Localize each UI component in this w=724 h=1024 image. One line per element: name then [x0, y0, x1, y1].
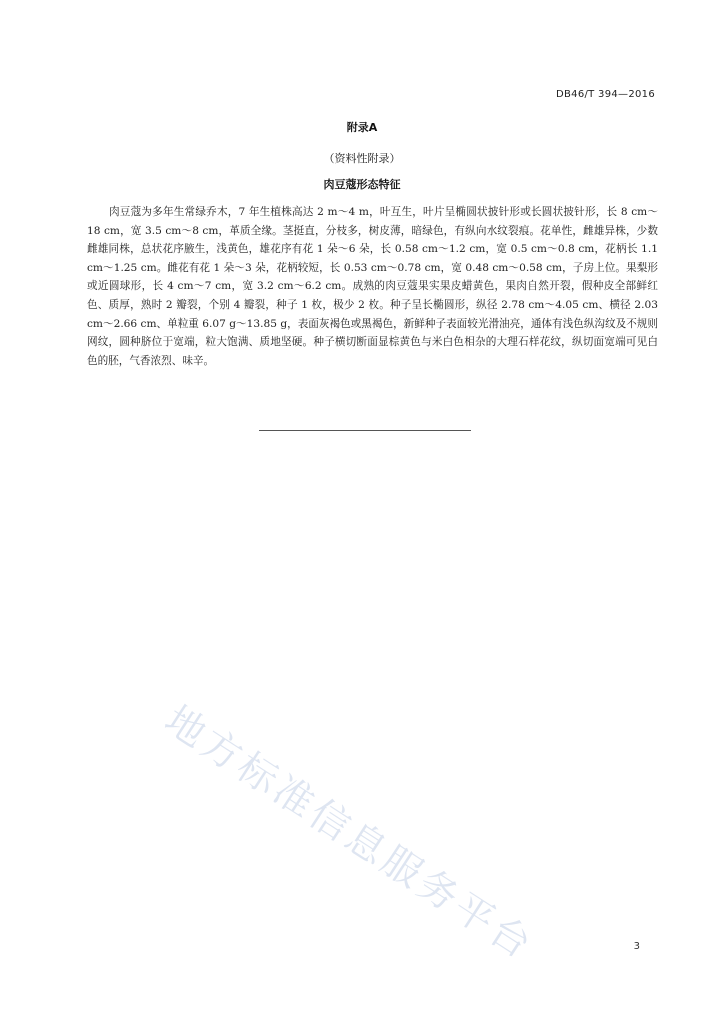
body-paragraph: 肉豆蔻为多年生常绿乔木，7 年生植株高达 2 m～4 m，叶互生，叶片呈椭圆状披针形或长圆状披针形，长 8 cm～18 cm，宽 3.5 cm～8 cm，革质全缘。茎挺直，分枝多，树皮薄，暗绿色，有纵向水纹裂痕。花单性，雌雄异株，少数雌雄同株，总状花序腋生，浅黄色，雄花序有花 1 朵～6 朵，长 0.58 cm～1.2 cm，宽 0.5 cm～0.8 cm，花柄长 1.1 cm～1.25 cm。雌花有花 1 朵～3 朵，花柄较短，长 0.53 cm～0.78 cm，宽 0.48 cm～0.58 cm，子房上位。果梨形或近圆球形，长 4 cm～7 cm，宽 3.2 cm～6.2 cm。成熟的肉豆蔻果实果皮蜡黄色，果肉自然开裂，假种皮全部鲜红色、质厚，熟时 2 瓣裂，个别 4 瓣裂，种子 1 枚，极少 2 枚。种子呈长椭圆形，纵径 2.78 cm～4.05 cm、横径 2.03 cm～2.66 cm、单粒重 6.07 g～13.85 g，表面灰褐色或黑褐色，新鲜种子表面较光滑油亮，通体有浅色纵沟纹及不规则网纹，圆种脐位于宽端，粒大饱满、质地坚硬。种子横切断面显棕黄色与米白色相杂的大理石样花纹，纵切面宽端可见白色的胚，气香浓烈、味辛。: [87, 206, 658, 367]
appendix-type: （资料性附录）: [323, 152, 401, 165]
end-divider: [259, 430, 471, 431]
standard-code: DB46/T 394—2016: [556, 89, 655, 100]
watermark: 地方标准信息服务平台: [156, 697, 542, 970]
section-title: 肉豆蔻形态特征: [323, 178, 401, 191]
appendix-title: 附录A: [346, 121, 378, 134]
page-number: 3: [633, 941, 640, 952]
